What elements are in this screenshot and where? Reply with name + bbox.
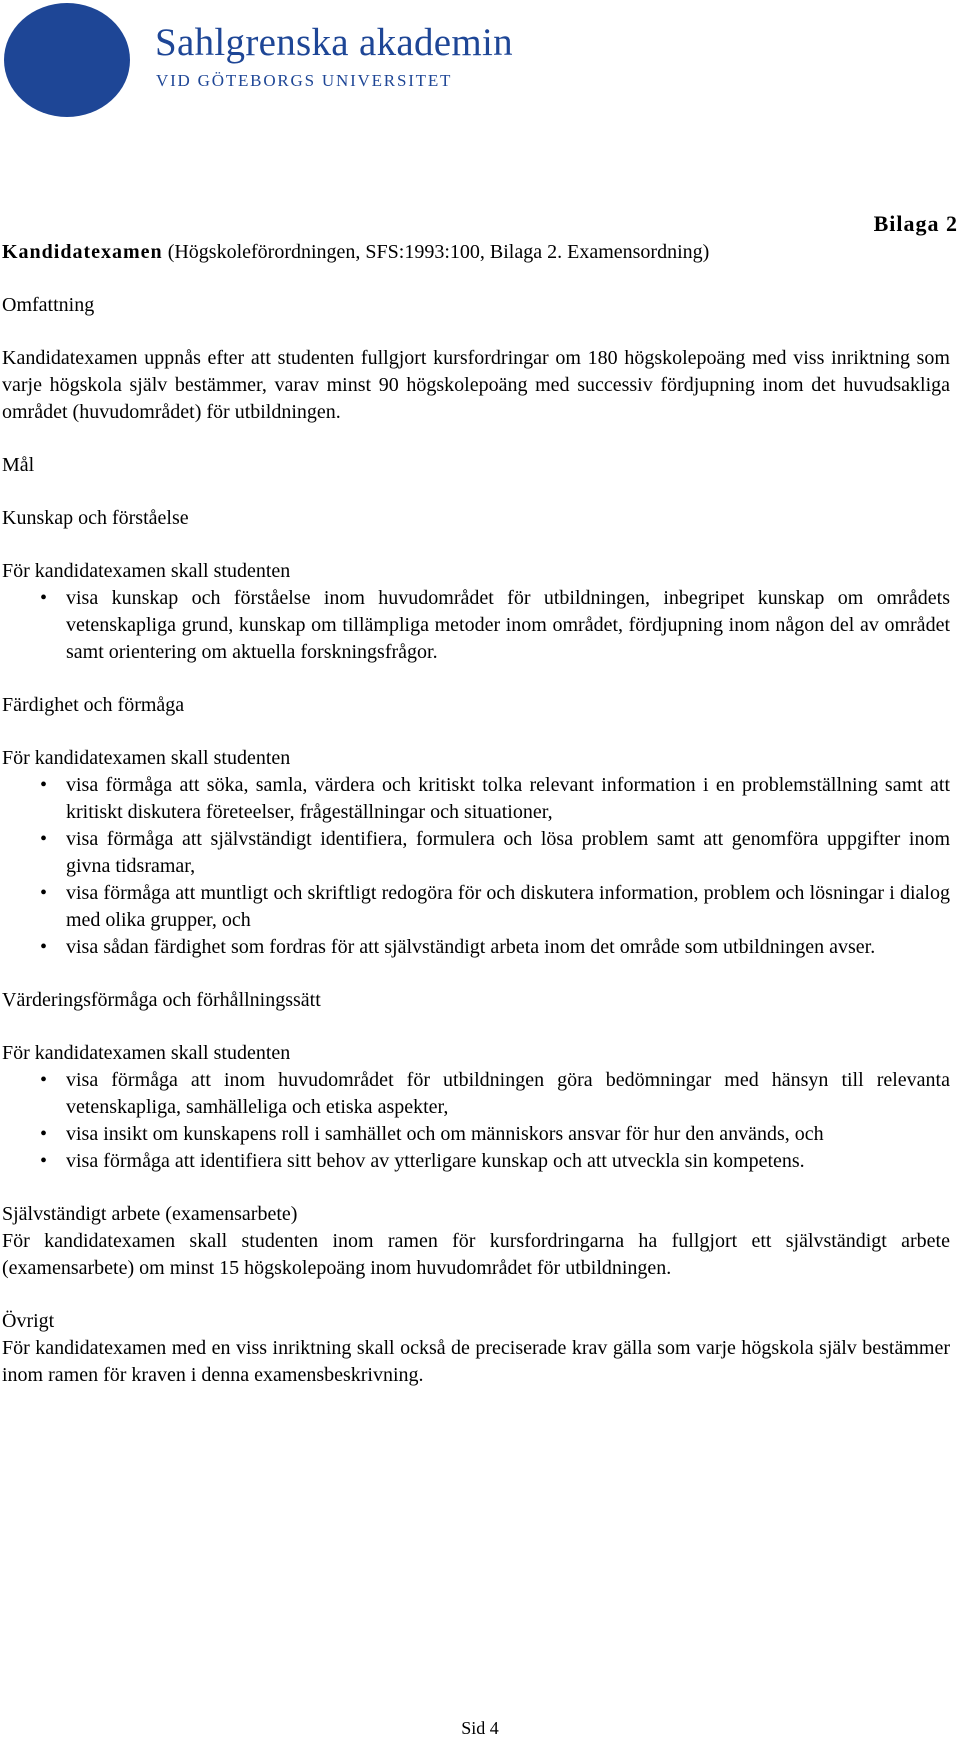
university-seal-logo: [2, 2, 132, 118]
list-item-text: visa förmåga att muntligt och skriftligt redogöra för och diskutera information, problem och lösningar i dialog med olika grupper, och: [66, 882, 950, 931]
document-body: [2, 239, 950, 1389]
other-heading: Övrigt: [2, 1310, 55, 1332]
document-title: [2, 239, 950, 266]
thesis-heading: Självständigt arbete (examensarbete): [2, 1203, 298, 1225]
list-item-text: visa förmåga att inom huvudområdet för utbildningen göra bedömningar med hänsyn till relevanta vetenskapliga, samhälleliga och etiska aspekter,: [66, 1069, 950, 1118]
list-item-text: visa förmåga att självständigt identifiera, formulera och lösa problem samt att genomföra uppgifter inom givna tidsramar,: [66, 828, 950, 877]
list-item: [2, 1148, 950, 1175]
bullet-icon: •: [40, 1150, 48, 1172]
degree-name: Kandidatexamen: [2, 241, 163, 263]
bullet-icon: •: [40, 882, 48, 904]
logo-subtitle: VID GÖTEBORGS UNIVERSITET: [156, 71, 453, 90]
values-lead: För kandidatexamen skall studenten: [2, 1042, 291, 1064]
bullet-icon: •: [40, 1123, 48, 1145]
bullet-icon: •: [40, 936, 48, 958]
list-item: [2, 1067, 950, 1121]
knowledge-heading: Kunskap och förståelse: [2, 507, 189, 529]
skills-list: [2, 772, 950, 961]
attachment-label: Bilaga 2: [873, 211, 958, 236]
list-item-text: visa förmåga att söka, samla, värdera och kritiskt tolka relevant information i en problemställning samt att kritiskt diskutera företeelser, frågeställningar och situationer,: [66, 774, 950, 823]
logo-title: Sahlgrenska akademin: [155, 21, 513, 64]
list-item-text: visa insikt om kunskapens roll i samhället och om människors ansvar för hur den används, och: [66, 1123, 824, 1145]
bullet-icon: •: [40, 1069, 48, 1091]
list-item: [2, 772, 950, 826]
list-item: [2, 880, 950, 934]
scope-heading: Omfattning: [2, 294, 95, 316]
page-number: Sid 4: [461, 1718, 499, 1738]
skills-heading: Färdighet och förmåga: [2, 694, 185, 716]
skills-lead: För kandidatexamen skall studenten: [2, 747, 291, 769]
knowledge-lead: För kandidatexamen skall studenten: [2, 560, 291, 582]
list-item-text: visa sådan färdighet som fordras för att självständigt arbeta inom det område som utbildningen avser.: [66, 936, 876, 958]
bullet-icon: •: [40, 774, 48, 796]
values-list: [2, 1067, 950, 1175]
bullet-icon: •: [40, 587, 48, 609]
list-item: [2, 1121, 950, 1148]
knowledge-list: [2, 585, 950, 666]
values-heading: Värderingsförmåga och förhållningssätt: [2, 989, 321, 1011]
regulation-reference: (Högskoleförordningen, SFS:1993:100, Bilaga 2. Examensordning): [162, 241, 710, 263]
other-text: För kandidatexamen med en viss inriktning skall också de preciserade krav gälla som varje högskola själv bestämmer inom ramen för kraven i denna examensbeskrivning.: [2, 1337, 950, 1386]
list-item: [2, 826, 950, 880]
list-item: [2, 934, 950, 961]
list-item-text: visa förmåga att identifiera sitt behov av ytterligare kunskap och att utveckla sin kompetens.: [66, 1150, 805, 1172]
scope-text: Kandidatexamen uppnås efter att studenten fullgjort kursfordringar om 180 högskolepoäng med viss inriktning som varje högskola själv bestämmer, varav minst 90 högskolepoäng med successiv fördjupning inom det huvudsakliga området (huvudområdet) för utbildningen.: [2, 347, 950, 423]
bullet-icon: •: [40, 828, 48, 850]
list-item: [2, 585, 950, 666]
thesis-text: För kandidatexamen skall studenten inom ramen för kursfordringarna ha fullgjort ett självständigt arbete (examensarbete) om minst 15 högskolepoäng inom huvudområdet för utbildningen.: [2, 1230, 950, 1279]
goals-heading: Mål: [2, 454, 35, 476]
list-item-text: visa kunskap och förståelse inom huvudområdet för utbildningen, inbegripet kunskap om områdets vetenskapliga grund, kunskap om tillämpliga metoder inom området, fördjupning inom någon del av området samt orientering om aktuella forskningsfrågor.: [66, 587, 950, 663]
